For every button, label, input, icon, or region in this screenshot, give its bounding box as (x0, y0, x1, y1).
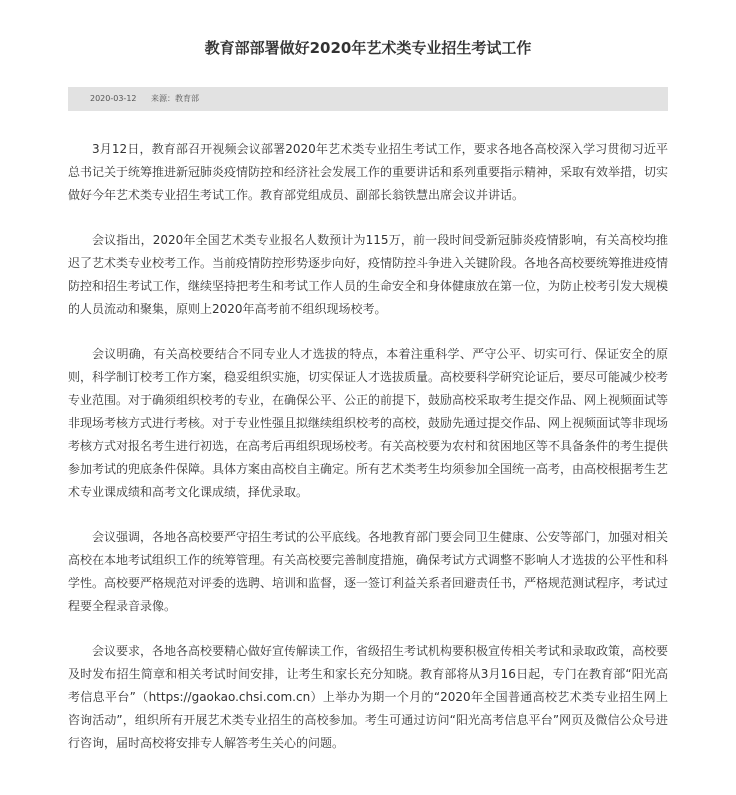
article-source: 来源：教育部 (151, 94, 200, 103)
article-body (68, 138, 668, 755)
article-paragraph: 会议指出，2020年全国艺术类专业报名人数预计为115万，前一段时间受新冠肺炎疫情影响，有关高校均推迟了艺术类专业校考工作。当前疫情防控形势逐步向好，疫情防控斗争进入关键阶段。各地各高校要统筹推进疫情防控和招生考试工作，继续坚持把考生和考试工作人员的生命安全和身体健康放在第一位，为防止校考引发大规模的人员流动和聚集，原则上2020年高考前不组织现场校考。 (68, 233, 669, 316)
publish-date: 2020-03-12 (90, 94, 137, 103)
article-title: 教育部部署做好2020年艺术类专业招生考试工作 (204, 39, 532, 57)
article-meta-bar (68, 87, 668, 111)
article-paragraph: 3月12日，教育部召开视频会议部署2020年艺术类专业招生考试工作，要求各地各高校深入学习贯彻习近平总书记关于统筹推进新冠肺炎疫情防控和经济社会发展工作的重要讲话和系列重要指示精神，采取有效举措，切实做好今年艺术类专业招生考试工作。教育部党组成员、副部长翁铁慧出席会议并讲话。 (68, 142, 669, 202)
article-paragraph: 会议明确，有关高校要结合不同专业人才选拔的特点，本着注重科学、严守公平、切实可行、保证安全的原则，科学制订校考工作方案，稳妥组织实施，切实保证人才选拔质量。高校要科学研究论证后，要尽可能减少校考专业范围。对于确须组织校考的专业，在确保公平、公正的前提下，鼓励高校采取考生提交作品、网上视频面试等非现场考核方式进行考核。对于专业性强且拟继续组织校考的高校，鼓励先通过提交作品、网上视频面试等非现场考核方式对报名考生进行初选，在高考后再组织现场校考。有关高校要为农村和贫困地区等不具备条件的考生提供参加考试的兜底条件保障。具体方案由高校自主确定。所有艺术类考生均须参加全国统一高考，由高校根据考生艺术专业课成绩和高考文化课成绩，择优录取。 (68, 347, 669, 499)
article-paragraph: 会议强调，各地各高校要严守招生考试的公平底线。各地教育部门要会同卫生健康、公安等部门，加强对相关高校在本地考试组织工作的统筹管理。有关高校要完善制度措施，确保考试方式调整不影响人才选拔的公平性和科学性。高校要严格规范对评委的选聘、培训和监督，逐一签订利益关系者回避责任书，严格规范测试程序，考试过程要全程录音录像。 (68, 530, 669, 613)
article-paragraph: 会议要求，各地各高校要精心做好宣传解读工作，省级招生考试机构要积极宣传相关考试和录取政策，高校要及时发布招生简章和相关考试时间安排，让考生和家长充分知晓。教育部将从3月16日起，专门在教育部“阳光高考信息平台”（https://gaokao.chsi.com.cn）上举办为期一个月的“2020年全国普通高校艺术类专业招生网上咨询活动”，组织所有开展艺术类专业招生的高校参加。考生可通过访问“阳光高考信息平台”网页及微信公众号进行咨询，届时高校将安排专人解答考生关心的问题。 (68, 644, 669, 750)
article (68, 0, 668, 777)
